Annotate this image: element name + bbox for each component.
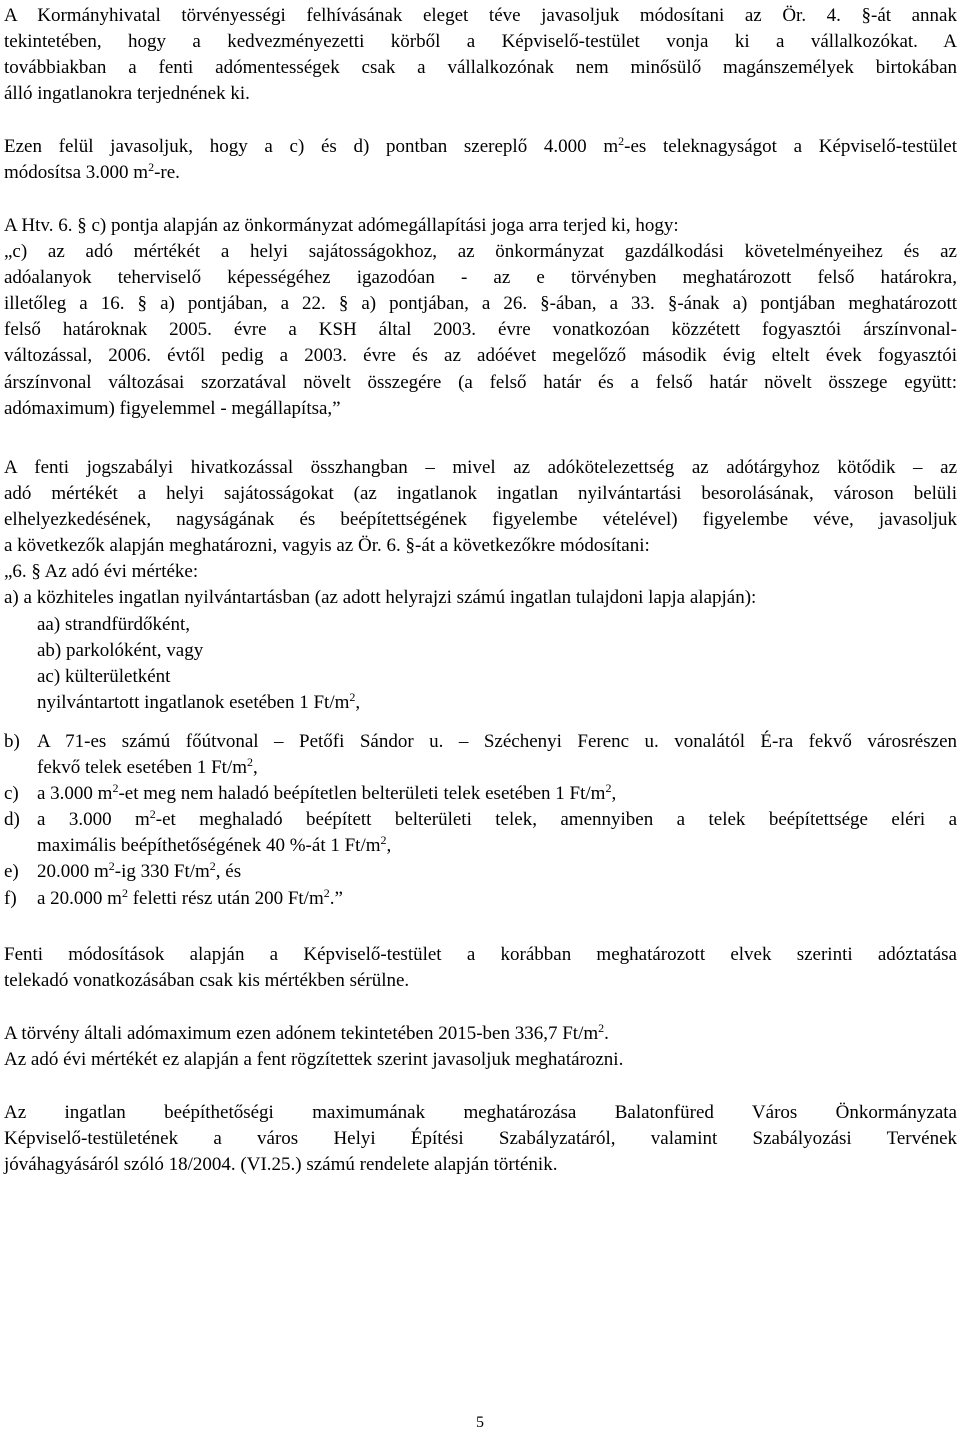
list-item: d) a 3.000 $m^2-et$ meghaladó beépített belterületi telek, amennyiben a telek beépítettsége eléri a maximális beépíthetőségének 40 %-át 1 $Ft/m^2$, xyxy=(4,807,958,857)
text-line: telekadó vonatkozásában csak kis mértékben sérülne. xyxy=(4,970,410,992)
text-line: illetőleg a 16. § a) pontjában, a 22. § a) pontjában, a 26. §-ában, a 33. §-ának a) pontjában meghatározott xyxy=(4,293,957,315)
rate-list xyxy=(4,729,957,912)
paragraph-teleknagysag xyxy=(4,134,957,186)
text-line: adómaximum) figyelemmel - megállapítsa,” xyxy=(4,397,341,419)
text-line: adóalanyok teherviselő képességéhez igazodóan - az e törvényben meghatározott felső határokra, xyxy=(4,267,957,289)
text-line: tekintetében, hogy a kedvezményezetti körből a Képviselő-testület vonja ki a vállalkozókat. A xyxy=(4,31,957,53)
text-line: változással, 2006. évtől pedig a 2003. évre és az adóévet megelőző második évig eltelt évek fogyasztói xyxy=(4,345,957,367)
text-line: továbbiakban a fenti adómentességek csak a vállalkozónak nem minősülő magánszemélyek birtokában xyxy=(4,57,957,79)
paragraph-modositasok xyxy=(4,942,957,994)
text-line: adó mértékét a helyi sajátosságokat (az ingatlanok ingatlan nyilvántartási besorolásának, városon belüli xyxy=(4,483,957,505)
text-line: Ezen felül javasoljuk, hogy a c) és d) pontban szereplő 4.000 $m^2-es$ teleknagyságot a Képviselő-testület xyxy=(4,134,957,157)
sub-list-item: ac) külterületként xyxy=(37,665,171,687)
paragraph-beepithetoseg xyxy=(4,1100,957,1178)
text-line: „c) az adó mértékét a helyi sajátosságokhoz, az önkormányzat gazdálkodási követelményeihez és az xyxy=(4,241,957,263)
text-line: Képviselő-testületének a város Helyi Építési Szabályzatáról, valamint Szabályozási Tervének xyxy=(4,1128,957,1150)
sub-list-item: ab) parkolóként, vagy xyxy=(37,639,204,661)
text-line: A Htv. 6. § c) pontja alapján az önkormányzat adómegállapítási joga arra terjed ki, hogy: xyxy=(4,215,679,236)
list-item: f) a 20.000 $m^2$ feletti rész után 200 $Ft/m^2$.” xyxy=(4,885,343,909)
text-line: Fenti módosítások alapján a Képviselő-testület a korábban meghatározott elvek szerinti adóztatása xyxy=(4,944,957,965)
text-line: A törvény általi adómaximum ezen adónem tekintetében 2015-ben 336,7 $Ft/m^2$. xyxy=(4,1021,609,1044)
text-line: álló ingatlanokra terjednének ki. xyxy=(4,83,250,105)
list-item: e) 20.000 $m^2-ig$ 330 $Ft/m^2$, és xyxy=(4,859,242,883)
text-line: A Kormányhivatal törvényességi felhívásának eleget téve javasoljuk módosítani az Ör. 4. §-át annak xyxy=(4,5,957,26)
text-line: felső határoknak 2005. évre a KSH által 2003. évre vonatkozóan közzétett fogyasztói árszínvonal- xyxy=(4,319,957,341)
text-line: Az adó évi mértékét ez alapján a fent rögzítettek szerint javasoljuk meghatározni. xyxy=(4,1049,624,1071)
paragraph-htv-quote xyxy=(4,213,957,422)
list-item: b) A 71-es számú főútvonal – Petőfi Sándor u. – Széchenyi Ferenc u. vonalától É-ra fekvő városrészen fekvő telek esetében 1 $Ft/m^2$, xyxy=(4,731,957,779)
paragraph-adomaximum xyxy=(4,1021,957,1073)
list-item: c) a 3.000 $m^2-et$ meg nem haladó beépítetlen belterületi telek esetében 1 $Ft/m^2$, xyxy=(4,781,617,805)
list-item: a) a közhiteles ingatlan nyilvántartásban (az adott helyrajzi számú ingatlan tulajdoni lapja alapján): xyxy=(4,587,757,609)
text-line: árszínvonal változásai szorzatával növelt összegére (a felső határ és a felső határ növelt összege együtt: xyxy=(4,371,957,393)
page-number: 5 xyxy=(476,1414,484,1431)
text-line: jóváhagyásáról szóló 18/2004. (VI.25.) számú rendelete alapján történik. xyxy=(4,1154,558,1176)
text-line: nyilvántartott ingatlanok esetében 1 $Ft/m^2$, xyxy=(37,689,361,713)
text-line: módosítsa 3.000 $m^2-re$. xyxy=(4,160,180,184)
text-line: elhelyezkedésének, nagyságának és beépítettségének figyelembe vételével) figyelembe véve, javasoljuk xyxy=(4,509,957,531)
paragraph-jogszabalyi-hivatkozas xyxy=(4,455,957,716)
text-line: a következők alapján meghatározni, vagyis az Ör. 6. §-át a következőkre módosítani: xyxy=(4,535,650,557)
section-heading: „6. § Az adó évi mértéke: xyxy=(4,561,199,583)
text-line: A fenti jogszabályi hivatkozással összhangban – mivel az adókötelezettség az adótárgyhoz kötődik – az xyxy=(4,457,957,478)
paragraph-kormanyhivatal xyxy=(4,3,957,107)
sub-list-item: aa) strandfürdőként, xyxy=(37,613,190,635)
text-line: Az ingatlan beépíthetőségi maximumának meghatározása Balatonfüred Város Önkormányzata xyxy=(4,1102,957,1123)
